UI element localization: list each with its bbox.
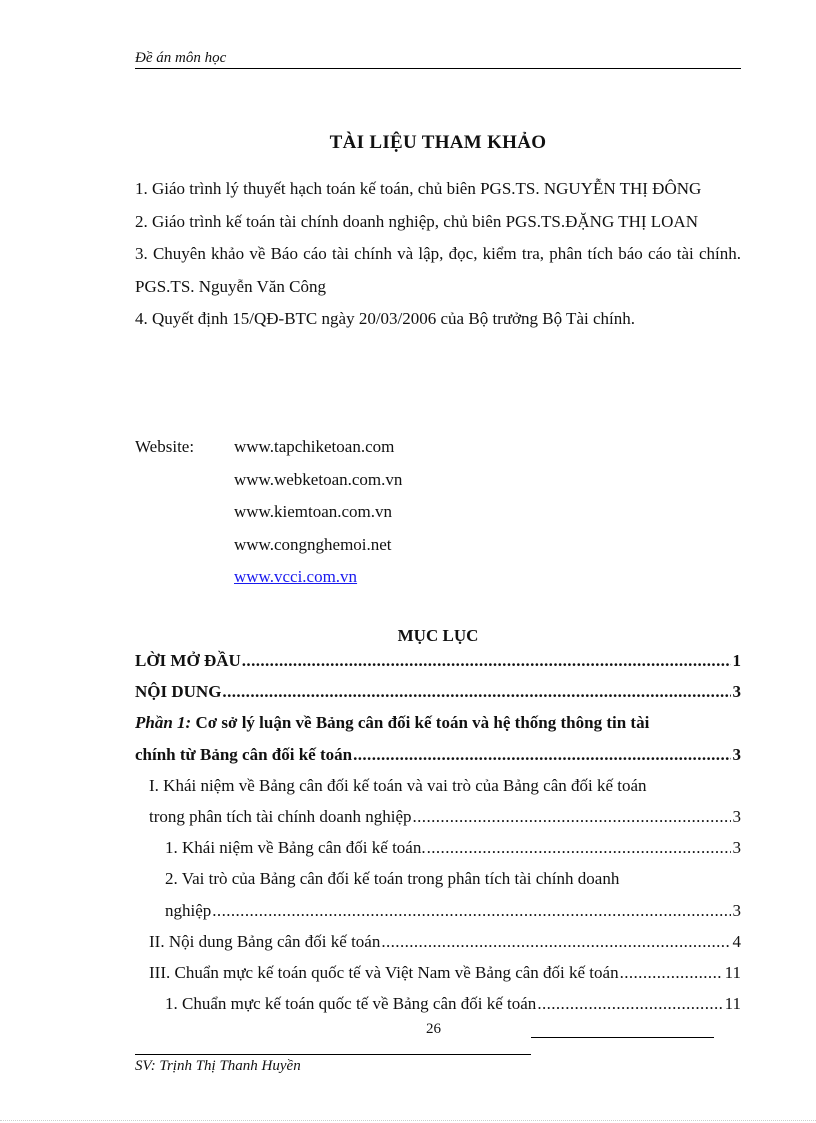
- toc-entry-section-2[interactable]: [135, 926, 741, 957]
- references-title: TÀI LIỆU THAM KHẢO: [329, 132, 547, 153]
- toc-page-number: 3: [732, 900, 741, 920]
- websites-list: [234, 431, 402, 594]
- toc-leader: [620, 957, 723, 988]
- toc-entry-section-1-1[interactable]: [135, 832, 741, 863]
- toc-entry-text: II. Nội dung Bảng cân đối kế toán: [149, 931, 381, 951]
- toc-entry-text: trong phân tích tài chính doanh nghiệp: [149, 807, 412, 827]
- toc-leader: [212, 895, 730, 926]
- page-bottom-edge: [0, 1120, 816, 1121]
- toc-entry-section-1-2[interactable]: [135, 863, 741, 925]
- toc-entry-prefix: Phần 1:: [135, 713, 192, 733]
- website-item: www.webketoan.com.vn: [234, 469, 403, 489]
- toc-page-number: 3: [732, 807, 741, 827]
- toc-entry-text: LỜI MỞ ĐẦU: [135, 651, 241, 670]
- toc-entry-text: 2. Vai trò của Bảng cân đối kế toán trong phân tích tài chính doanh: [165, 869, 620, 889]
- toc-leader: [222, 676, 730, 707]
- website-link-vcci[interactable]: www.vcci.com.vn: [234, 567, 358, 586]
- toc-entry-text: I. Khái niệm về Bảng cân đối kế toán và vai trò của Bảng cân đối kế toán: [149, 775, 647, 795]
- reference-item: 3. Chuyên khảo về Báo cáo tài chính và lập, đọc, kiểm tra, phân tích báo cáo tài chính. PGS.TS. Nguyễn Văn Công: [135, 244, 741, 296]
- footer-rule: [135, 1054, 531, 1055]
- toc-entry-loi-mo-dau[interactable]: [135, 645, 741, 676]
- toc-entry-section-1[interactable]: [135, 770, 741, 832]
- toc-entry-section-3[interactable]: [135, 957, 741, 988]
- toc-page-number: 11: [724, 963, 741, 983]
- toc-page-number: 3: [732, 744, 741, 764]
- toc-leader: [353, 739, 730, 770]
- table-of-contents: [135, 645, 741, 1019]
- toc-entry-text: 1. Khái niệm về Bảng cân đối kế toán.: [165, 838, 426, 858]
- toc-page-number: 1: [732, 651, 741, 670]
- references-list: [135, 173, 741, 336]
- running-header: Đề án môn học: [135, 50, 227, 66]
- footer-author: SV: Trịnh Thị Thanh Huyền: [135, 1058, 301, 1074]
- website-item: www.tapchiketoan.com: [234, 437, 395, 456]
- website-item: www.kiemtoan.com.vn: [234, 502, 393, 521]
- toc-entry-text: NỘI DUNG: [135, 682, 222, 702]
- toc-entry-phan-1[interactable]: [135, 707, 741, 769]
- reference-item: 1. Giáo trình lý thuyết hạch toán kế toán, chủ biên PGS.TS. NGUYỄN THỊ ĐÔNG: [135, 179, 702, 198]
- toc-entry-text: III. Chuẩn mực kế toán quốc tế và Việt Nam về Bảng cân đối kế toán: [149, 963, 619, 983]
- header-rule: [135, 68, 741, 69]
- toc-leader: [537, 988, 722, 1019]
- page-number: 26: [426, 1021, 441, 1037]
- toc-entry-noi-dung[interactable]: [135, 676, 741, 707]
- toc-entry-text: chính từ Bảng cân đối kế toán: [135, 744, 353, 764]
- reference-item: 4. Quyết định 15/QĐ-BTC ngày 20/03/2006 của Bộ trưởng Bộ Tài chính.: [135, 309, 635, 328]
- toc-title: MỤC LỤC: [397, 626, 479, 645]
- toc-entry-text: Cơ sở lý luận về Bảng cân đối kế toán và hệ thống thông tin tài: [191, 713, 650, 733]
- toc-leader: [381, 926, 730, 957]
- toc-leader: [427, 832, 731, 863]
- toc-page-number: 3: [732, 838, 741, 858]
- toc-page-number: 11: [724, 994, 741, 1014]
- toc-entry-text: 1. Chuẩn mực kế toán quốc tế về Bảng cân đối kế toán: [165, 994, 537, 1014]
- websites-label: Website:: [135, 437, 195, 456]
- toc-leader: [413, 801, 731, 832]
- toc-leader: [242, 645, 731, 676]
- footer-short-rule: [531, 1037, 714, 1038]
- toc-entry-text: nghiệp: [165, 900, 212, 920]
- toc-entry-section-3-1[interactable]: [135, 988, 741, 1019]
- reference-item: 2. Giáo trình kế toán tài chính doanh nghiệp, chủ biên PGS.TS.ĐẶNG THỊ LOAN: [135, 211, 698, 231]
- toc-page-number: 3: [732, 682, 741, 702]
- toc-page-number: 4: [732, 931, 741, 951]
- website-item: www.congnghemoi.net: [234, 534, 392, 554]
